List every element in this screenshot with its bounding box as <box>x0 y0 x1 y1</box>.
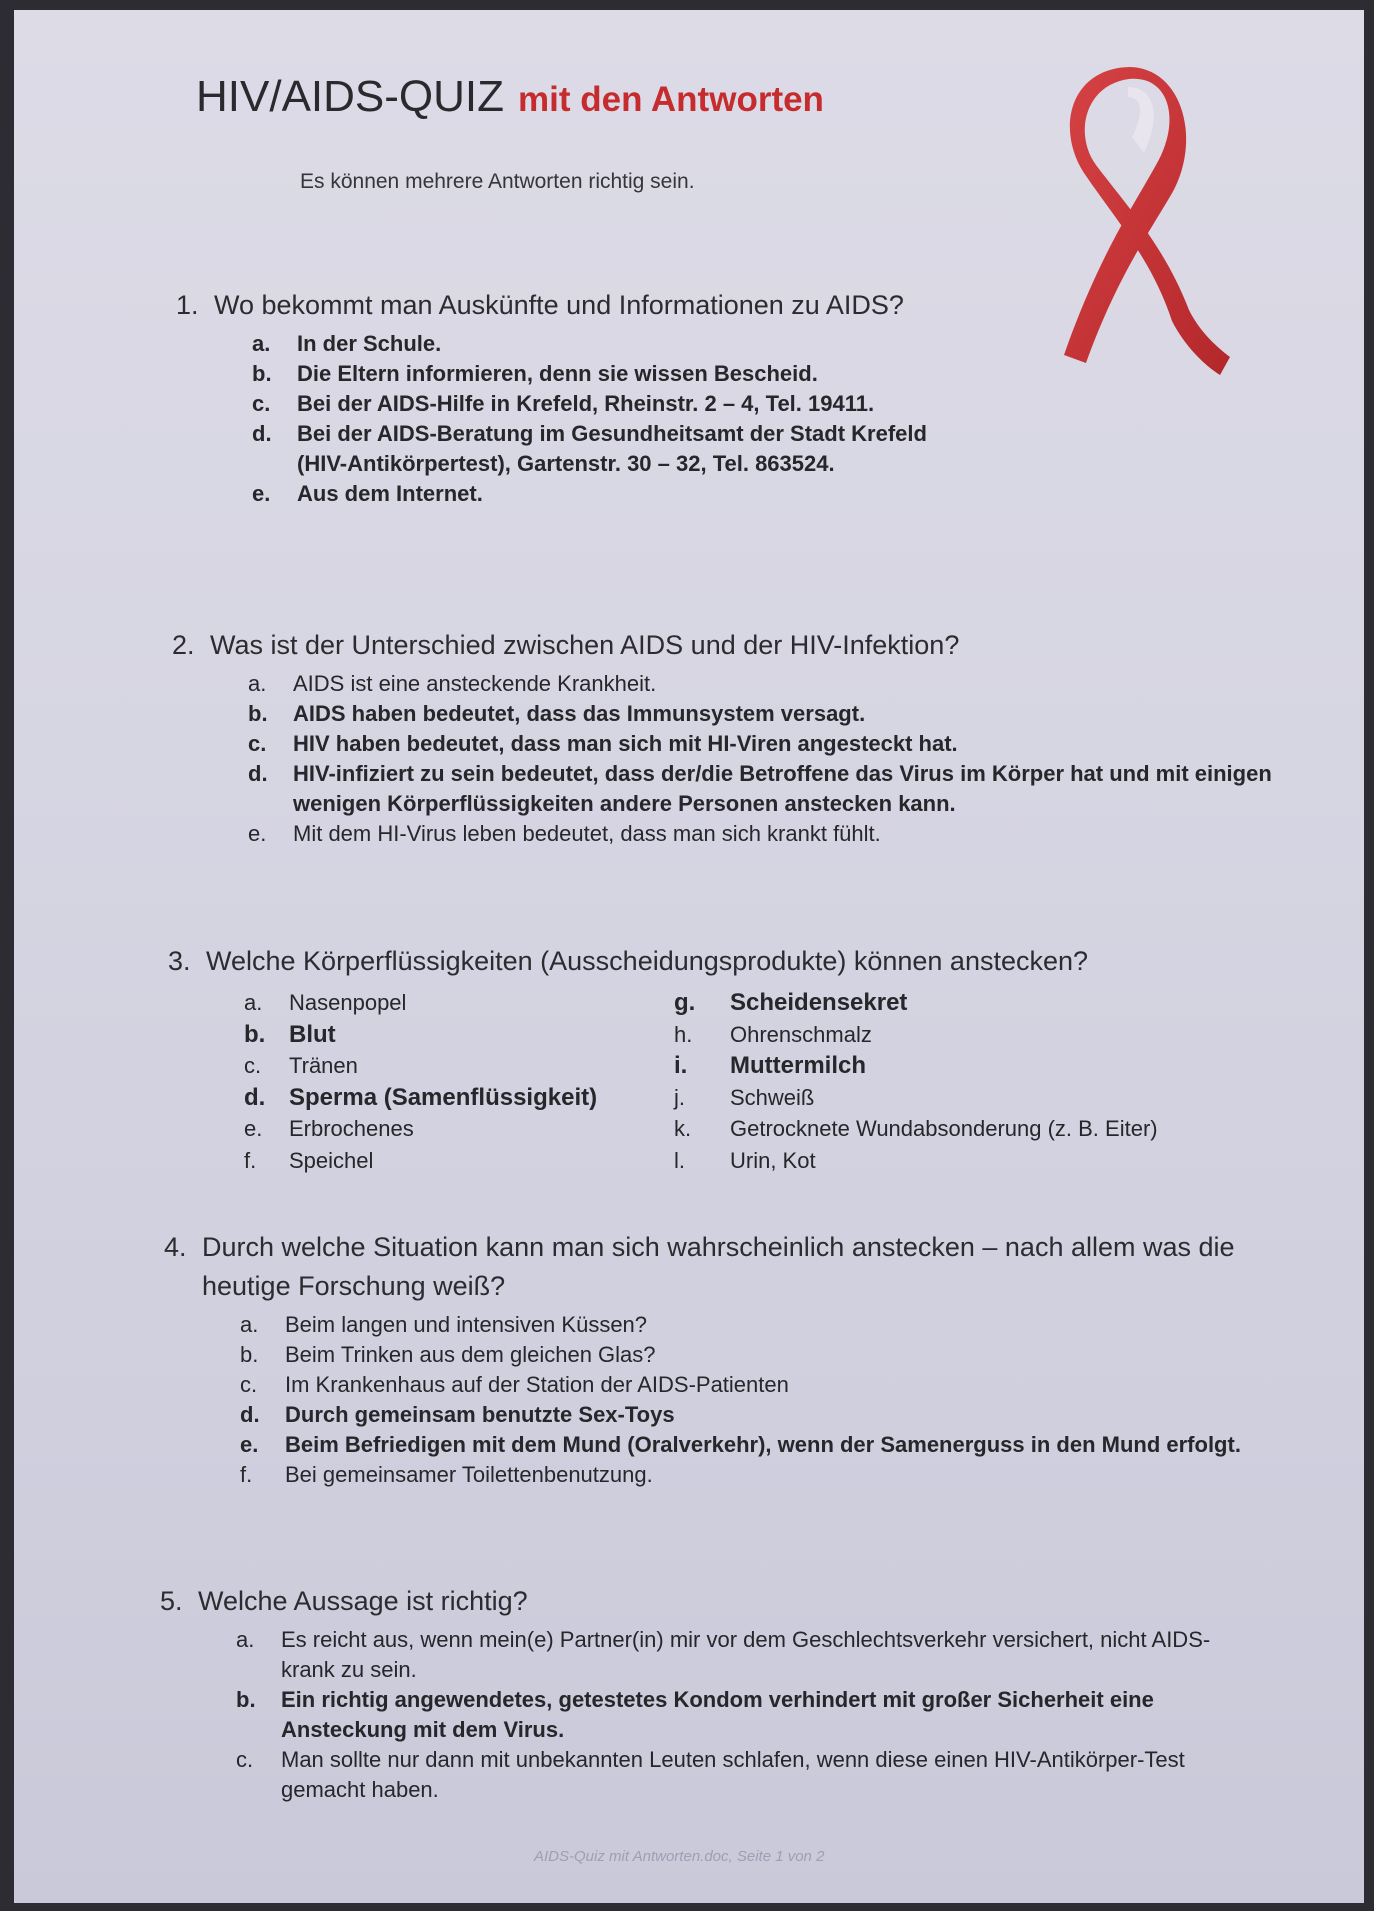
option-letter: a. <box>248 671 267 696</box>
answer-option <box>248 729 1272 759</box>
question-number: 1. <box>176 290 199 320</box>
option-text: AIDS ist eine ansteckende Krankheit. <box>293 671 657 696</box>
option-text: Ein richtig angewendetes, getestetes Kondom verhindert mit großer Sicherheit eine Ansteckung mit dem Virus. <box>281 1687 1154 1742</box>
question-1 <box>176 286 956 509</box>
quiz-sheet <box>14 10 1364 1903</box>
answer-option <box>674 1145 1234 1177</box>
answer-option <box>236 1745 1220 1805</box>
answer-option <box>244 1113 674 1145</box>
answer-option <box>252 479 956 509</box>
option-letter: i. <box>674 1052 688 1079</box>
option-letter: k. <box>674 1116 692 1141</box>
answer-option <box>674 1082 1234 1114</box>
answer-option <box>674 1113 1234 1145</box>
option-letter: d. <box>244 1083 266 1111</box>
answer-option <box>240 1430 1264 1460</box>
option-text: Tränen <box>289 1053 358 1078</box>
answer-option <box>248 759 1272 819</box>
answer-list <box>252 329 956 509</box>
option-letter: f. <box>244 1147 257 1173</box>
option-text: Ohrenschmalz <box>730 1021 872 1047</box>
answer-option <box>244 1145 674 1177</box>
option-text: Speichel <box>289 1147 374 1173</box>
question-number: 3. <box>168 946 191 976</box>
subtitle: Es können mehrere Antworten richtig sein. <box>300 170 695 193</box>
option-letter: d. <box>240 1402 260 1427</box>
answer-option <box>244 1019 674 1051</box>
option-text: Urin, Kot <box>730 1147 816 1173</box>
option-text: Aus dem Internet. <box>297 481 483 506</box>
option-letter: d. <box>252 421 272 446</box>
answer-option <box>244 1082 674 1114</box>
option-text: Erbrochenes <box>289 1116 414 1141</box>
answer-option <box>244 1050 674 1082</box>
option-text: Blut <box>289 1020 336 1048</box>
option-letter: g. <box>674 989 696 1016</box>
option-text: Scheidensekret <box>730 989 908 1016</box>
option-text: Im Krankenhaus auf der Station der AIDS-Patienten <box>285 1372 789 1397</box>
question-text: Wo bekommt man Auskünfte und Informationen zu AIDS? <box>214 290 904 320</box>
option-text: Durch gemeinsam benutzte Sex-Toys <box>285 1402 675 1427</box>
answer-option <box>240 1310 1264 1340</box>
option-text: Bei gemeinsamer Toilettenbenutzung. <box>285 1462 653 1487</box>
question-text: Welche Körperflüssigkeiten (Ausscheidungsprodukte) können anstecken? <box>206 946 1089 976</box>
answer-list <box>240 1310 1264 1490</box>
question-text: Welche Aussage ist richtig? <box>198 1586 528 1616</box>
option-text: Man sollte nur dann mit unbekannten Leuten schlafen, wenn diese einen HIV-Antikörper-Test gemacht haben. <box>281 1747 1185 1802</box>
answer-column-right <box>674 987 1234 1176</box>
answer-option <box>244 987 674 1019</box>
answer-option <box>240 1370 1264 1400</box>
option-text: Schweiß <box>730 1084 815 1110</box>
option-text: Bei der AIDS-Beratung im Gesundheitsamt der Stadt Krefeld (HIV-Antikörpertest), Gartenstr. 30 – 32, Tel. 863524. <box>297 421 927 476</box>
option-letter: f. <box>240 1462 253 1487</box>
option-letter: a. <box>236 1627 255 1652</box>
answer-list <box>236 1625 1220 1805</box>
answer-option <box>252 419 956 479</box>
option-text: AIDS haben bedeutet, dass das Immunsystem versagt. <box>293 701 866 726</box>
option-text: HIV haben bedeutet, dass man sich mit HI-Viren angesteckt hat. <box>293 731 958 756</box>
option-text: Getrocknete Wundabsonderung (z. B. Eiter) <box>730 1116 1158 1141</box>
answer-option <box>252 329 956 359</box>
answer-option <box>674 1050 1234 1082</box>
option-letter: e. <box>240 1432 259 1457</box>
option-text: HIV-infiziert zu sein bedeutet, dass der/die Betroffene das Virus im Körper hat und mit einigen wenigen Körperflüssigkeiten andere Personen anstecken kann. <box>293 761 1272 816</box>
answer-option <box>236 1625 1220 1685</box>
answer-option <box>248 669 1272 699</box>
option-text: Bei der AIDS-Hilfe in Krefeld, Rheinstr. 2 – 4, Tel. 19411. <box>297 391 875 416</box>
option-text: Mit dem HI-Virus leben bedeutet, dass man sich krankt fühlt. <box>293 821 881 846</box>
question-text: Was ist der Unterschied zwischen AIDS und der HIV-Infektion? <box>210 630 960 660</box>
answer-list <box>248 669 1272 849</box>
option-letter: a. <box>244 990 263 1015</box>
option-letter: e. <box>248 821 267 846</box>
title-accent: mit den Antworten <box>518 80 824 119</box>
page-footer: AIDS-Quiz mit Antworten.doc, Seite 1 von 2 <box>534 1848 825 1865</box>
page-title <box>196 72 824 122</box>
option-letter: c. <box>236 1747 254 1772</box>
option-letter: c. <box>240 1372 258 1397</box>
option-text: Nasenpopel <box>289 990 407 1015</box>
question-number: 5. <box>160 1586 183 1616</box>
option-text: Sperma (Samenflüssigkeit) <box>289 1083 598 1111</box>
answer-option <box>240 1340 1264 1370</box>
title-main: HIV/AIDS-QUIZ <box>196 72 505 121</box>
option-letter: b. <box>248 701 268 726</box>
option-letter: j. <box>674 1084 685 1110</box>
answer-option <box>252 389 956 419</box>
option-text: In der Schule. <box>297 331 442 356</box>
option-text: Die Eltern informieren, denn sie wissen Bescheid. <box>297 361 818 386</box>
question-text: Durch welche Situation kann man sich wahrscheinlich anstecken – nach allem was die heutige Forschung weiß? <box>202 1232 1235 1301</box>
answer-option <box>240 1400 1264 1430</box>
answer-option <box>674 1019 1234 1051</box>
answer-option <box>248 699 1272 729</box>
question-2 <box>172 626 1272 849</box>
option-letter: b. <box>240 1342 259 1367</box>
option-letter: d. <box>248 761 268 786</box>
option-letter: h. <box>674 1021 693 1047</box>
option-letter: a. <box>252 331 271 356</box>
option-letter: a. <box>240 1312 259 1337</box>
option-text: Beim Befriedigen mit dem Mund (Oralverkehr), wenn der Samenerguss in den Mund erfolgt. <box>285 1432 1241 1457</box>
answer-option <box>674 987 1234 1019</box>
question-number: 4. <box>164 1232 187 1262</box>
option-letter: b. <box>244 1020 266 1048</box>
question-3 <box>168 942 1298 1176</box>
option-letter: b. <box>252 361 272 386</box>
answer-option <box>252 359 956 389</box>
question-number: 2. <box>172 630 195 660</box>
red-ribbon-icon <box>1044 65 1234 385</box>
option-letter: l. <box>674 1147 685 1173</box>
option-letter: c. <box>248 731 267 756</box>
option-letter: e. <box>252 481 271 506</box>
option-text: Es reicht aus, wenn mein(e) Partner(in) mir vor dem Geschlechtsverkehr versichert, nicht AIDS-krank zu sein. <box>281 1627 1211 1682</box>
answer-option <box>248 819 1272 849</box>
option-letter: c. <box>252 391 271 416</box>
option-text: Beim Trinken aus dem gleichen Glas? <box>285 1342 656 1367</box>
answer-option <box>236 1685 1220 1745</box>
question-5 <box>160 1582 1220 1805</box>
option-letter: c. <box>244 1053 262 1078</box>
question-4 <box>164 1228 1264 1490</box>
answer-option <box>240 1460 1264 1490</box>
option-text: Beim langen und intensiven Küssen? <box>285 1312 648 1337</box>
option-text: Muttermilch <box>730 1052 867 1079</box>
option-letter: e. <box>244 1116 263 1141</box>
option-letter: b. <box>236 1687 256 1712</box>
answer-column-left <box>244 987 674 1176</box>
answer-grid <box>244 987 1298 1176</box>
